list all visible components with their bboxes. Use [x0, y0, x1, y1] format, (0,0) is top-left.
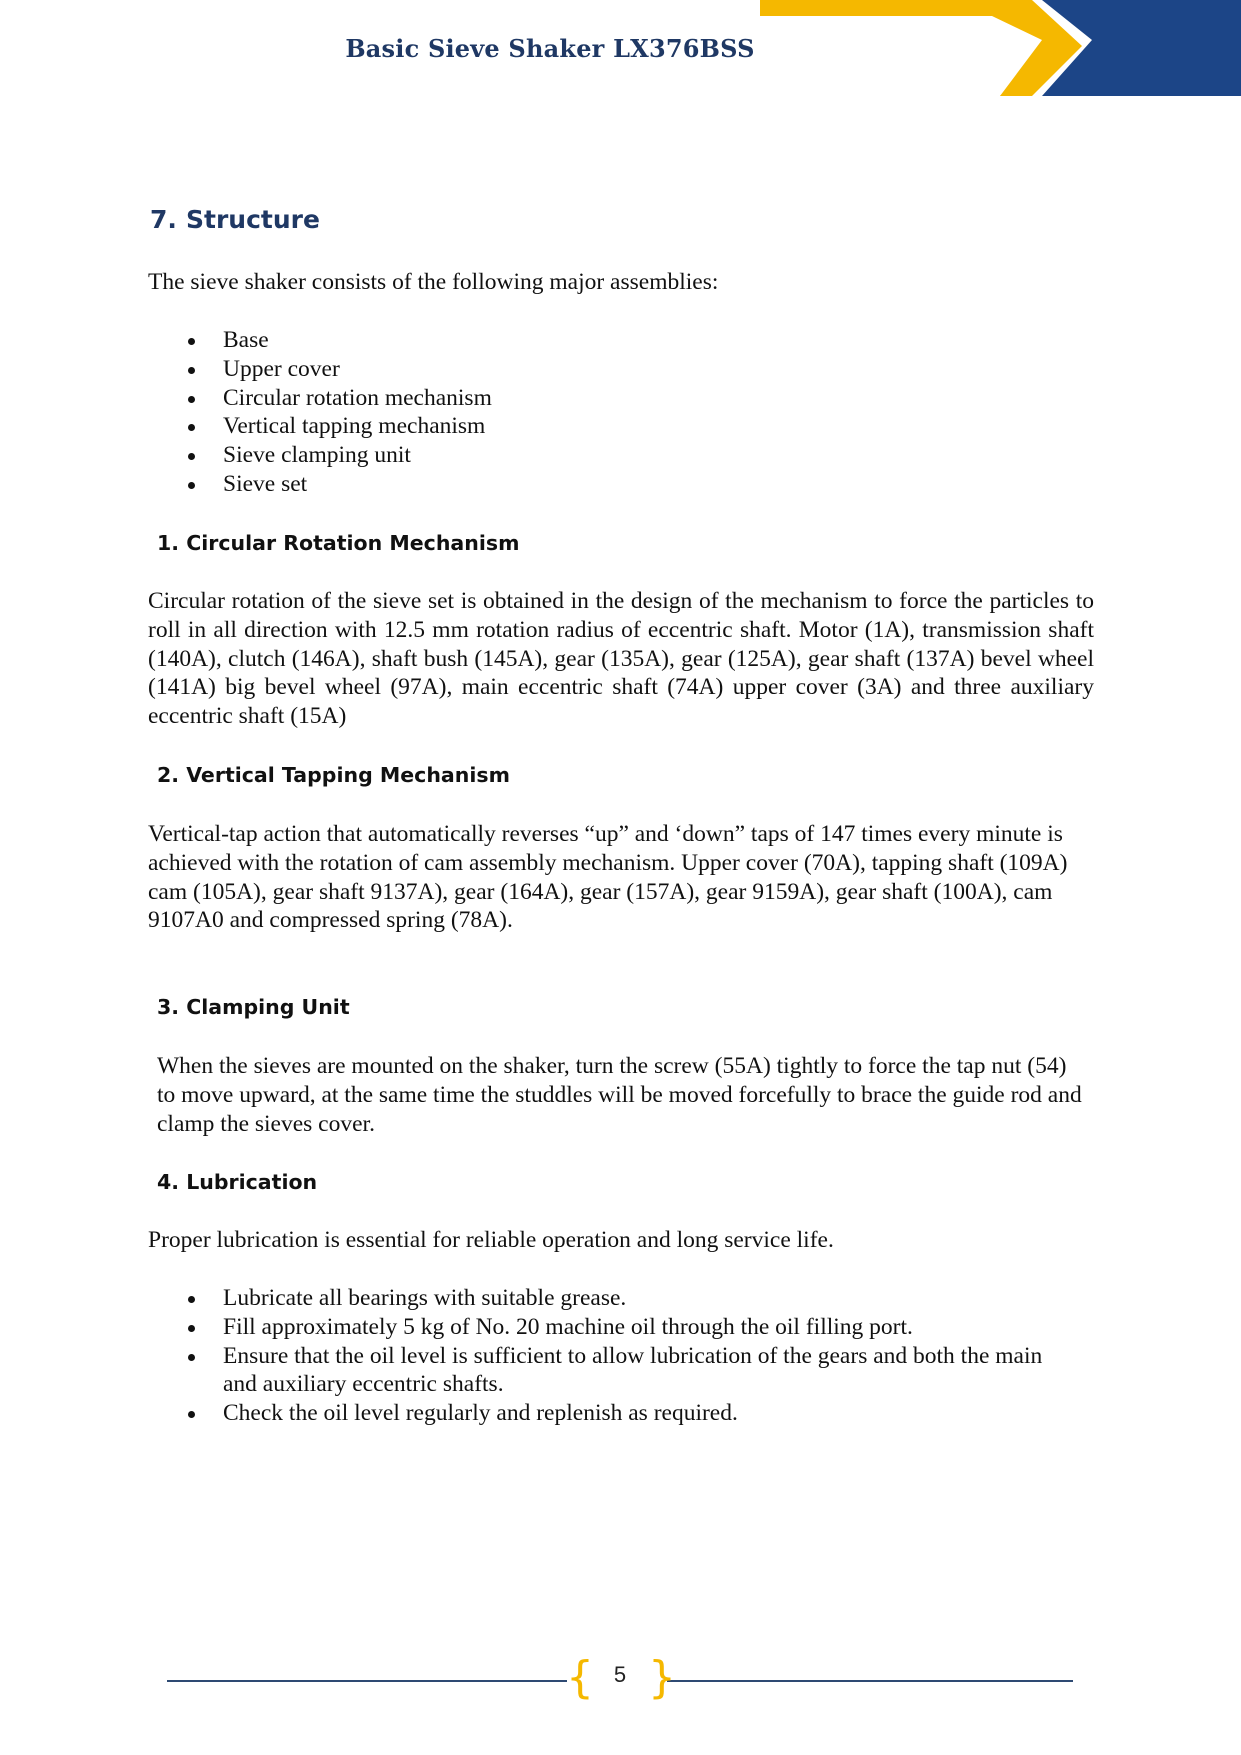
- section-title-text: Structure: [186, 205, 320, 234]
- bullet-icon: [188, 1325, 195, 1332]
- subsection-heading-lubrication: 4. Lubrication: [157, 1170, 318, 1194]
- bullet-icon: [188, 453, 195, 460]
- list-item: Upper cover: [185, 355, 492, 384]
- assemblies-list: [185, 326, 492, 499]
- list-item: Fill approximately 5 kg of No. 20 machine oil through the oil filling port.: [185, 1313, 1065, 1342]
- subsection-heading-circular-rotation: 1. Circular Rotation Mechanism: [157, 531, 520, 555]
- clamping-unit-body: When the sieves are mounted on the shaker, turn the screw (55A) tightly to force the tap nut (54) to move upward, at the same time the studdles will be moved forcefully to brace the guide rod and clamp the sieves cover.: [157, 1053, 1082, 1137]
- section-intro: The sieve shaker consists of the following major assemblies:: [148, 269, 719, 295]
- footer-line-right: [667, 1680, 1073, 1682]
- list-item: Ensure that the oil level is sufficient to allow lubrication of the gears and both the main and auxiliary eccentric shafts.: [185, 1342, 1065, 1400]
- bullet-icon: [188, 1354, 195, 1361]
- bullet-icon: [188, 1411, 195, 1418]
- lubrication-list: [185, 1284, 1065, 1428]
- list-item: Lubricate all bearings with suitable grease.: [185, 1284, 1065, 1313]
- footer-bracket-close: }: [648, 1652, 676, 1703]
- bullet-icon: [188, 396, 195, 403]
- section-title: [150, 205, 320, 234]
- bullet-icon: [188, 482, 195, 489]
- lubrication-intro: Proper lubrication is essential for reliable operation and long service life.: [148, 1227, 834, 1253]
- list-item: Sieve clamping unit: [185, 441, 492, 470]
- bullet-icon: [188, 367, 195, 374]
- subsection-heading-clamping-unit: 3. Clamping Unit: [157, 995, 350, 1019]
- vertical-tapping-body: Vertical-tap action that automatically reverses “up” and ‘down” taps of 147 times every minute is achieved with the rotation of cam assembly mechanism. Upper cover (70A), tapping shaft (109A) cam (105A), gear shaft 9137A), gear (164A), gear (157A), gear 9159A), gear shaft (100A), cam 9107A0 and compressed spring (78A).: [148, 821, 1068, 934]
- header-title: Basic Sieve Shaker LX376BSS: [345, 34, 755, 63]
- bullet-icon: [188, 1296, 195, 1303]
- header-chevron-graphic: [760, 0, 1241, 96]
- section-number: 7.: [150, 205, 177, 234]
- subsection-heading-vertical-tapping: 2. Vertical Tapping Mechanism: [157, 763, 510, 787]
- list-item: Circular rotation mechanism: [185, 384, 492, 413]
- footer-line-left: [167, 1680, 567, 1682]
- bullet-icon: [188, 338, 195, 345]
- header-white-notch: [760, 0, 996, 16]
- list-item: Base: [185, 326, 492, 355]
- list-item: Vertical tapping mechanism: [185, 412, 492, 441]
- bullet-icon: [188, 424, 195, 431]
- footer-bracket-open: {: [566, 1652, 594, 1703]
- list-item: Sieve set: [185, 470, 492, 499]
- list-item: Check the oil level regularly and replenish as required.: [185, 1399, 1065, 1428]
- page-number: 5: [613, 1662, 627, 1687]
- circular-rotation-body: Circular rotation of the sieve set is obtained in the design of the mechanism to force the particles to roll in all direction with 12.5 mm rotation radius of eccentric shaft. Motor (1A), transmission shaft (140A), clutch (146A), shaft bush (145A), gear (135A), gear (125A), gear shaft (137A) bevel wheel (141A) big bevel wheel (97A), main eccentric shaft (74A) upper cover (3A) and three auxiliary eccentric shaft (15A): [148, 588, 1094, 730]
